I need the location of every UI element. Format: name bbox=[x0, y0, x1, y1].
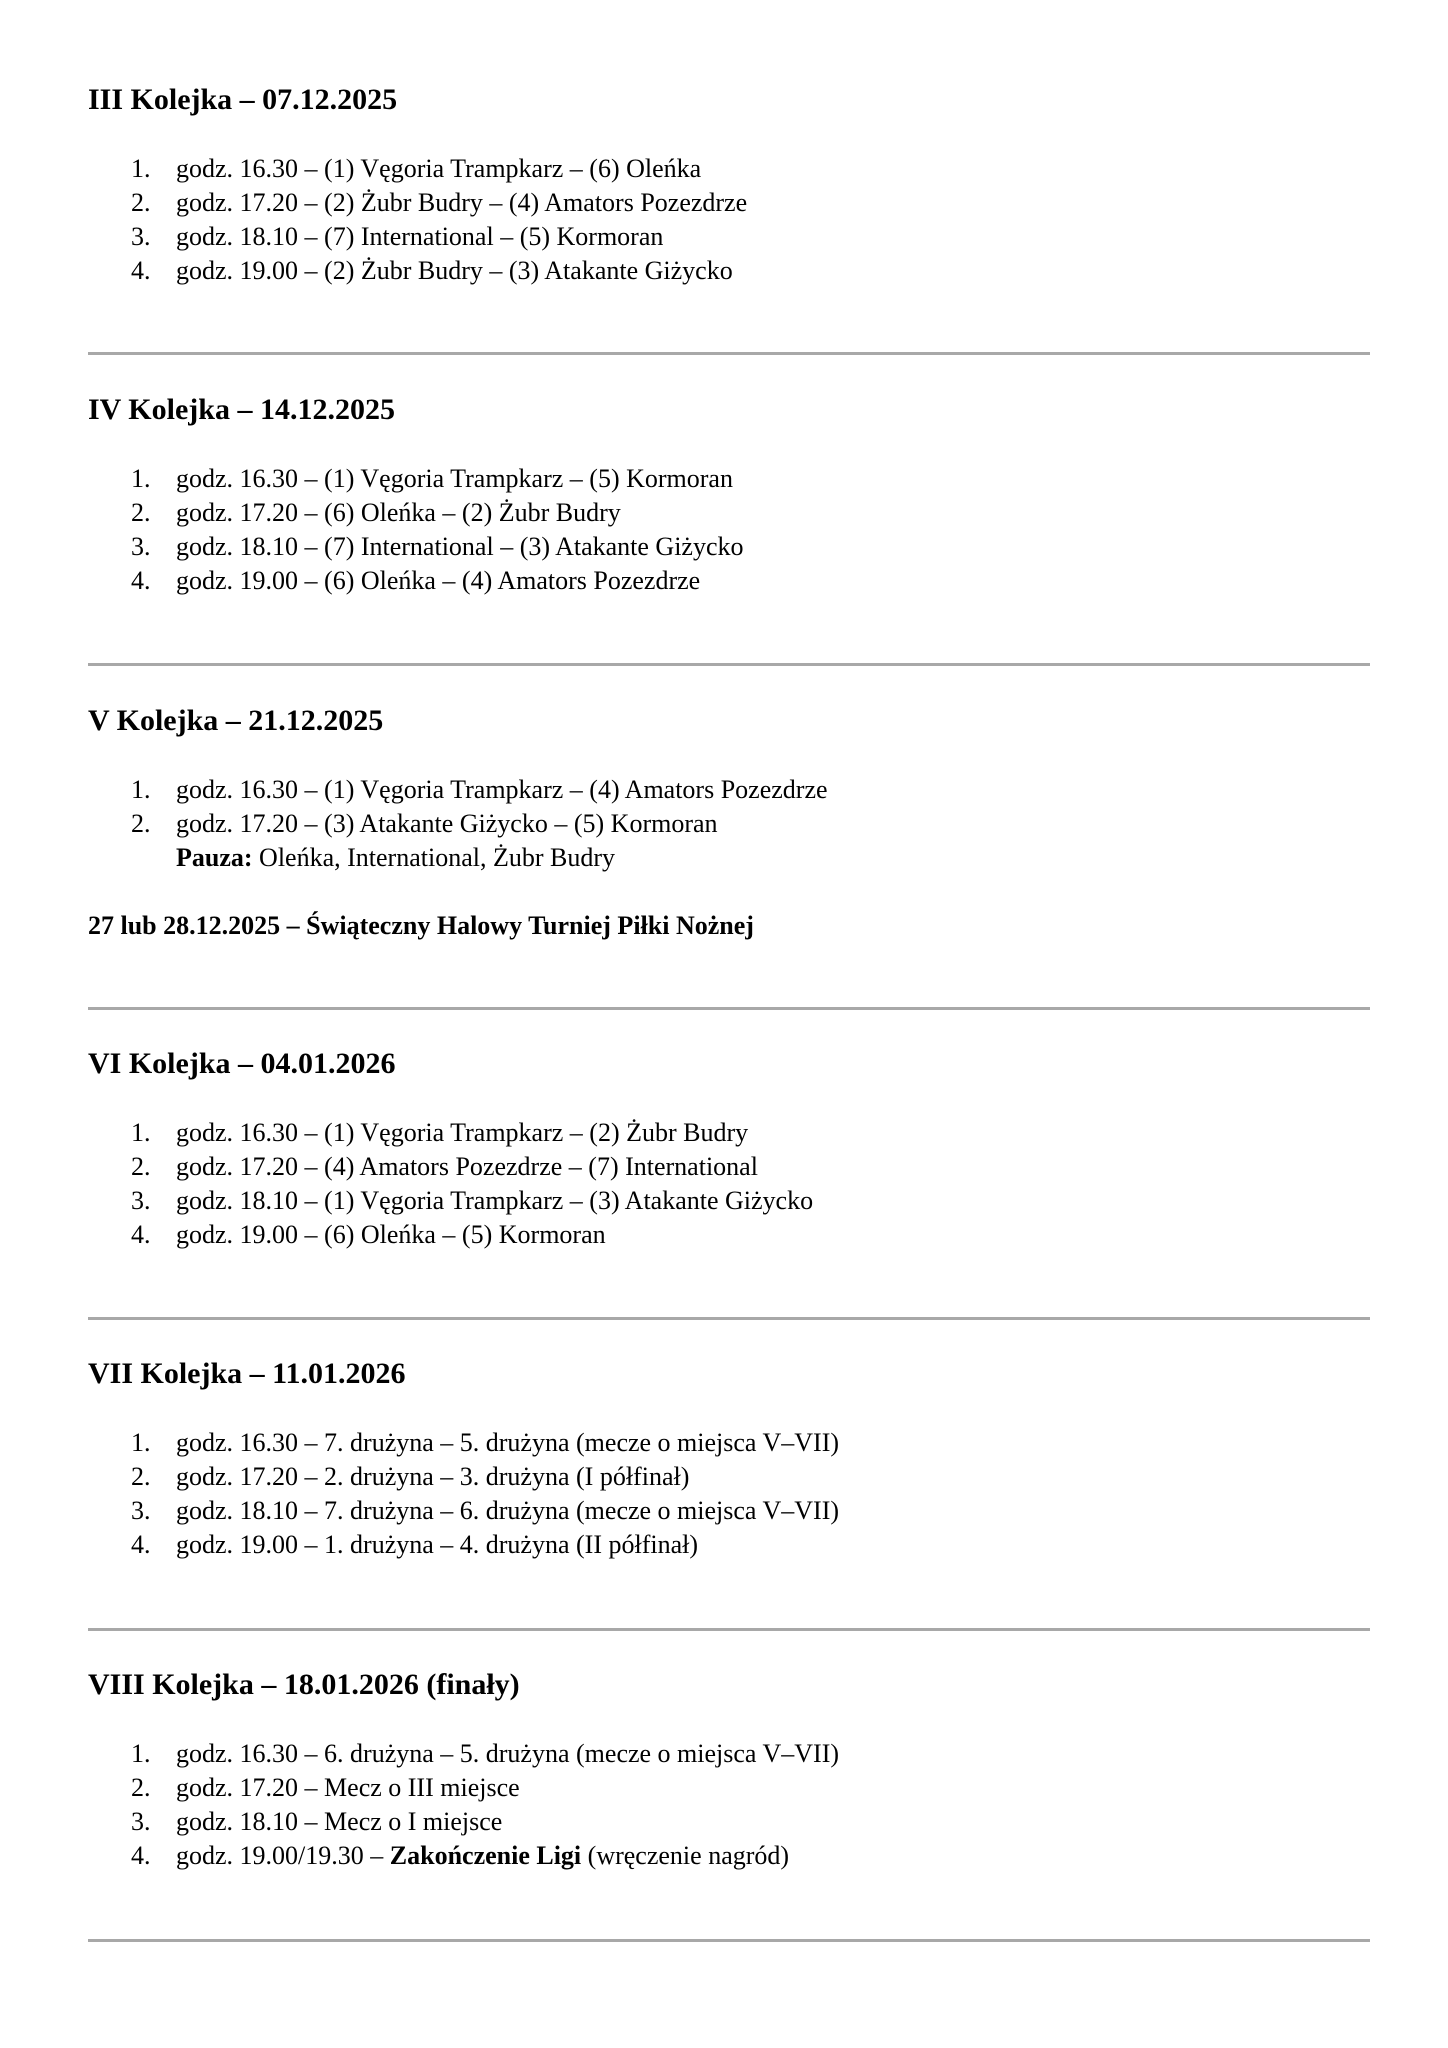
round-3 bbox=[88, 82, 1370, 288]
match-text: godz. 16.30 – 6. drużyna – 5. drużyna (mecze o miejsca V–VII) bbox=[176, 1739, 840, 1768]
match-list bbox=[88, 1116, 1370, 1252]
match-list bbox=[88, 1426, 1370, 1562]
match-text: godz. 17.20 – (4) Amators Pozezdrze – (7) International bbox=[176, 1152, 758, 1181]
item-number: 4. bbox=[131, 256, 151, 285]
item-number: 2. bbox=[131, 188, 151, 217]
match-text: godz. 18.10 – 7. drużyna – 6. drużyna (mecze o miejsca V–VII) bbox=[176, 1496, 840, 1525]
match-text: godz. 16.30 – 7. drużyna – 5. drużyna (mecze o miejsca V–VII) bbox=[176, 1428, 840, 1457]
list-item bbox=[88, 564, 1370, 598]
section-divider bbox=[88, 1939, 1370, 1942]
item-number: 3. bbox=[131, 222, 151, 251]
list-item bbox=[88, 1460, 1370, 1494]
match-text-suffix: (wręczenie nagród) bbox=[581, 1841, 790, 1870]
match-list bbox=[88, 773, 1370, 841]
match-text: godz. 17.20 – (2) Żubr Budry – (4) Amators Pozezdrze bbox=[176, 188, 748, 217]
list-item bbox=[88, 220, 1370, 254]
match-text: godz. 19.00 – 1. drużyna – 4. drużyna (II półfinał) bbox=[176, 1530, 699, 1559]
item-number: 3. bbox=[131, 1186, 151, 1215]
match-text: godz. 19.00 – (6) Oleńka – (4) Amators Pozezdrze bbox=[176, 566, 701, 595]
match-text: godz. 16.30 – (1) Vęgoria Trampkarz – (2) Żubr Budry bbox=[176, 1118, 749, 1147]
match-text-prefix: godz. 19.00/19.30 – bbox=[176, 1841, 390, 1870]
pause-label: Pauza: bbox=[176, 843, 253, 872]
list-item bbox=[88, 152, 1370, 186]
league-closing-label: Zakończenie Ligi bbox=[389, 1841, 582, 1870]
match-text: godz. 16.30 – (1) Vęgoria Trampkarz – (5) Kormoran bbox=[176, 464, 733, 493]
match-text: godz. 16.30 – (1) Vęgoria Trampkarz – (4) Amators Pozezdrze bbox=[176, 775, 828, 804]
match-text: godz. 17.20 – Mecz o III miejsce bbox=[176, 1773, 520, 1802]
list-item bbox=[88, 1184, 1370, 1218]
item-number: 1. bbox=[131, 154, 151, 183]
round-8 bbox=[88, 1667, 1370, 1873]
round-title: VI Kolejka – 04.01.2026 bbox=[88, 1047, 396, 1080]
match-text: godz. 16.30 – (1) Vęgoria Trampkarz – (6) Oleńka bbox=[176, 154, 702, 183]
match-list bbox=[88, 152, 1370, 288]
list-item bbox=[88, 186, 1370, 220]
item-number: 3. bbox=[131, 1807, 151, 1836]
match-text: godz. 18.10 – Mecz o I miejsce bbox=[176, 1807, 503, 1836]
list-item bbox=[88, 1150, 1370, 1184]
section-divider bbox=[88, 352, 1370, 355]
item-number: 4. bbox=[131, 1220, 151, 1249]
round-4 bbox=[88, 392, 1370, 598]
list-item bbox=[88, 1494, 1370, 1528]
item-number: 3. bbox=[131, 1496, 151, 1525]
round-title: V Kolejka – 21.12.2025 bbox=[88, 704, 384, 737]
match-text: godz. 18.10 – (7) International – (5) Kormoran bbox=[176, 222, 664, 251]
item-number: 2. bbox=[131, 1773, 151, 1802]
list-item bbox=[88, 254, 1370, 288]
item-number: 1. bbox=[131, 464, 151, 493]
item-number: 2. bbox=[131, 1152, 151, 1181]
pause-line bbox=[88, 841, 1370, 875]
round-7 bbox=[88, 1356, 1370, 1562]
match-list bbox=[88, 1737, 1370, 1873]
item-number: 1. bbox=[131, 775, 151, 804]
match-text: godz. 18.10 – (1) Vęgoria Trampkarz – (3) Atakante Giżycko bbox=[176, 1186, 814, 1215]
match-text: godz. 18.10 – (7) International – (3) Atakante Giżycko bbox=[176, 532, 744, 561]
section-divider bbox=[88, 1317, 1370, 1320]
section-divider bbox=[88, 1628, 1370, 1631]
item-number: 2. bbox=[131, 498, 151, 527]
item-number: 4. bbox=[131, 1530, 151, 1559]
item-number: 1. bbox=[131, 1118, 151, 1147]
list-item bbox=[88, 530, 1370, 564]
match-list bbox=[88, 462, 1370, 598]
section-divider bbox=[88, 1007, 1370, 1010]
list-item bbox=[88, 1528, 1370, 1562]
round-6 bbox=[88, 1046, 1370, 1252]
match-text: godz. 17.20 – 2. drużyna – 3. drużyna (I półfinał) bbox=[176, 1462, 690, 1491]
round-title: VIII Kolejka – 18.01.2026 (finały) bbox=[88, 1668, 520, 1701]
pause-teams: Oleńka, International, Żubr Budry bbox=[252, 843, 615, 872]
item-number: 4. bbox=[131, 566, 151, 595]
list-item bbox=[88, 462, 1370, 496]
round-title: III Kolejka – 07.12.2025 bbox=[88, 83, 398, 116]
tournament-note: 27 lub 28.12.2025 – Świąteczny Halowy Turniej Piłki Nożnej bbox=[88, 911, 754, 940]
match-text: godz. 19.00 – (6) Oleńka – (5) Kormoran bbox=[176, 1220, 606, 1249]
list-item bbox=[88, 807, 1370, 841]
match-text: godz. 19.00 – (2) Żubr Budry – (3) Atakante Giżycko bbox=[176, 256, 733, 285]
match-text: godz. 17.20 – (6) Oleńka – (2) Żubr Budry bbox=[176, 498, 621, 527]
match-text: godz. 17.20 – (3) Atakante Giżycko – (5) Kormoran bbox=[176, 809, 718, 838]
round-title: IV Kolejka – 14.12.2025 bbox=[88, 393, 395, 426]
item-number: 3. bbox=[131, 532, 151, 561]
list-item bbox=[88, 1116, 1370, 1150]
item-number: 1. bbox=[131, 1739, 151, 1768]
list-item bbox=[88, 1737, 1370, 1771]
list-item bbox=[88, 1426, 1370, 1460]
list-item bbox=[88, 496, 1370, 530]
list-item bbox=[88, 1805, 1370, 1839]
list-item bbox=[88, 773, 1370, 807]
item-number: 4. bbox=[131, 1841, 151, 1870]
item-number: 1. bbox=[131, 1428, 151, 1457]
section-divider bbox=[88, 663, 1370, 666]
item-number: 2. bbox=[131, 1462, 151, 1491]
list-item bbox=[88, 1839, 1370, 1873]
round-5 bbox=[88, 703, 1370, 943]
round-title: VII Kolejka – 11.01.2026 bbox=[88, 1357, 406, 1390]
list-item bbox=[88, 1771, 1370, 1805]
list-item bbox=[88, 1218, 1370, 1252]
item-number: 2. bbox=[131, 809, 151, 838]
